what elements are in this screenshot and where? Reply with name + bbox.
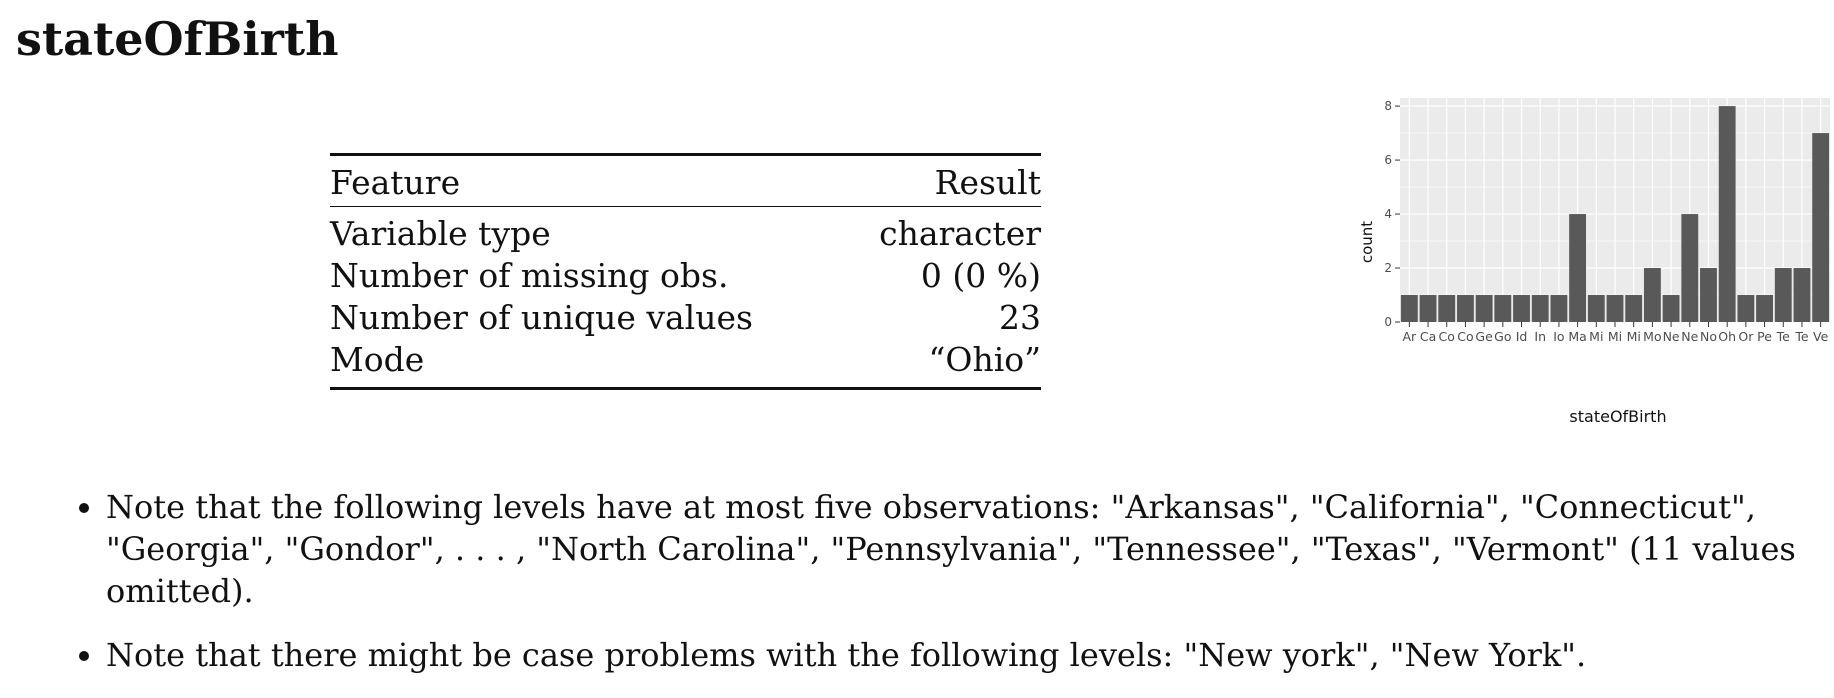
table-body (330, 207, 1041, 387)
x-tick-label: No (1699, 329, 1717, 344)
chart-x-axis (1402, 322, 1828, 344)
x-tick-label: In (1534, 329, 1547, 344)
row-feature: Variable type (330, 214, 551, 253)
note-item: • Note that there might be case problems with the following levels: "New york", "New York". (106, 634, 1834, 676)
x-tick-label: Io (1553, 329, 1565, 344)
x-tick-label: Co (1457, 329, 1474, 344)
table-row (330, 213, 1041, 255)
table-row (330, 297, 1041, 339)
x-tick-label: Mi (1626, 329, 1641, 344)
chart-bar (1607, 295, 1624, 322)
chart-x-label: stateOfBirth (1569, 407, 1667, 426)
row-feature: Number of missing obs. (330, 256, 729, 295)
notes-list (68, 486, 1834, 698)
header-feature: Feature (330, 163, 461, 202)
chart-bar (1457, 295, 1474, 322)
chart-bar (1476, 295, 1493, 322)
chart-bar (1794, 268, 1811, 322)
chart-y-axis (1384, 99, 1400, 329)
table-header-row (330, 156, 1041, 206)
chart-bar (1401, 295, 1418, 322)
x-tick-label: Ge (1475, 329, 1493, 344)
x-tick-label: Te (1795, 329, 1809, 344)
x-tick-label: Ne (1662, 329, 1680, 344)
row-result: character (879, 214, 1041, 253)
row-result: “Ohio” (928, 340, 1041, 379)
y-tick-label: 8 (1384, 99, 1392, 114)
chart-bar (1513, 295, 1530, 322)
chart-bar (1644, 268, 1661, 322)
chart-bar (1532, 295, 1549, 322)
note-item: • Note that the following levels have at most five observations: "Arkansas", "California", "Connecticut", "Georgia", "Gondor", . . . , "North Carolina", "Pennsylvania", "Tennessee", "Texas", "Vermont" (11 values omitted). (106, 486, 1834, 612)
chart-y-label: count (1358, 220, 1376, 264)
x-tick-label: Mo (1643, 329, 1662, 344)
table-bottom-rule (330, 387, 1041, 390)
chart-bar (1663, 295, 1680, 322)
chart-bar (1756, 295, 1773, 322)
x-tick-label: Or (1738, 329, 1754, 344)
x-tick-label: Id (1515, 329, 1528, 344)
row-result: 23 (999, 298, 1041, 337)
x-tick-label: Go (1494, 329, 1512, 344)
chart-bar (1625, 295, 1642, 322)
header-result: Result (934, 163, 1041, 202)
chart-bar (1737, 295, 1754, 322)
chart-bar (1569, 214, 1586, 322)
row-result: 0 (0 %) (920, 256, 1041, 295)
y-tick-label: 6 (1384, 153, 1392, 168)
x-tick-label: Te (1776, 329, 1790, 344)
x-tick-label: Ve (1813, 329, 1829, 344)
x-tick-label: Mi (1589, 329, 1604, 344)
chart-bar (1681, 214, 1698, 322)
y-tick-label: 4 (1384, 207, 1392, 222)
y-tick-label: 2 (1384, 261, 1392, 276)
chart-bar (1438, 295, 1455, 322)
chart-bar (1719, 106, 1736, 322)
chart-bar (1551, 295, 1568, 322)
x-tick-label: Ne (1681, 329, 1699, 344)
row-feature: Number of unique values (330, 298, 753, 337)
chart-bar (1775, 268, 1792, 322)
x-tick-label: Mi (1607, 329, 1623, 344)
summary-table (330, 153, 1041, 390)
x-tick-label: Pe (1757, 329, 1772, 344)
x-tick-label: Oh (1718, 329, 1737, 344)
chart-bar (1700, 268, 1717, 322)
table-row (330, 255, 1041, 297)
table-row (330, 339, 1041, 381)
section-title: stateOfBirth (16, 12, 339, 66)
row-feature: Mode (330, 340, 425, 379)
x-tick-label: Ar (1402, 329, 1417, 344)
bar-chart (1350, 92, 1830, 432)
chart-bar (1420, 295, 1437, 322)
chart-bar (1588, 295, 1605, 322)
x-tick-label: Ca (1419, 329, 1437, 344)
chart-bar (1494, 295, 1511, 322)
x-tick-label: Co (1438, 329, 1455, 344)
y-tick-label: 0 (1384, 315, 1392, 329)
chart-bar (1812, 133, 1829, 322)
x-tick-label: Ma (1568, 329, 1587, 344)
